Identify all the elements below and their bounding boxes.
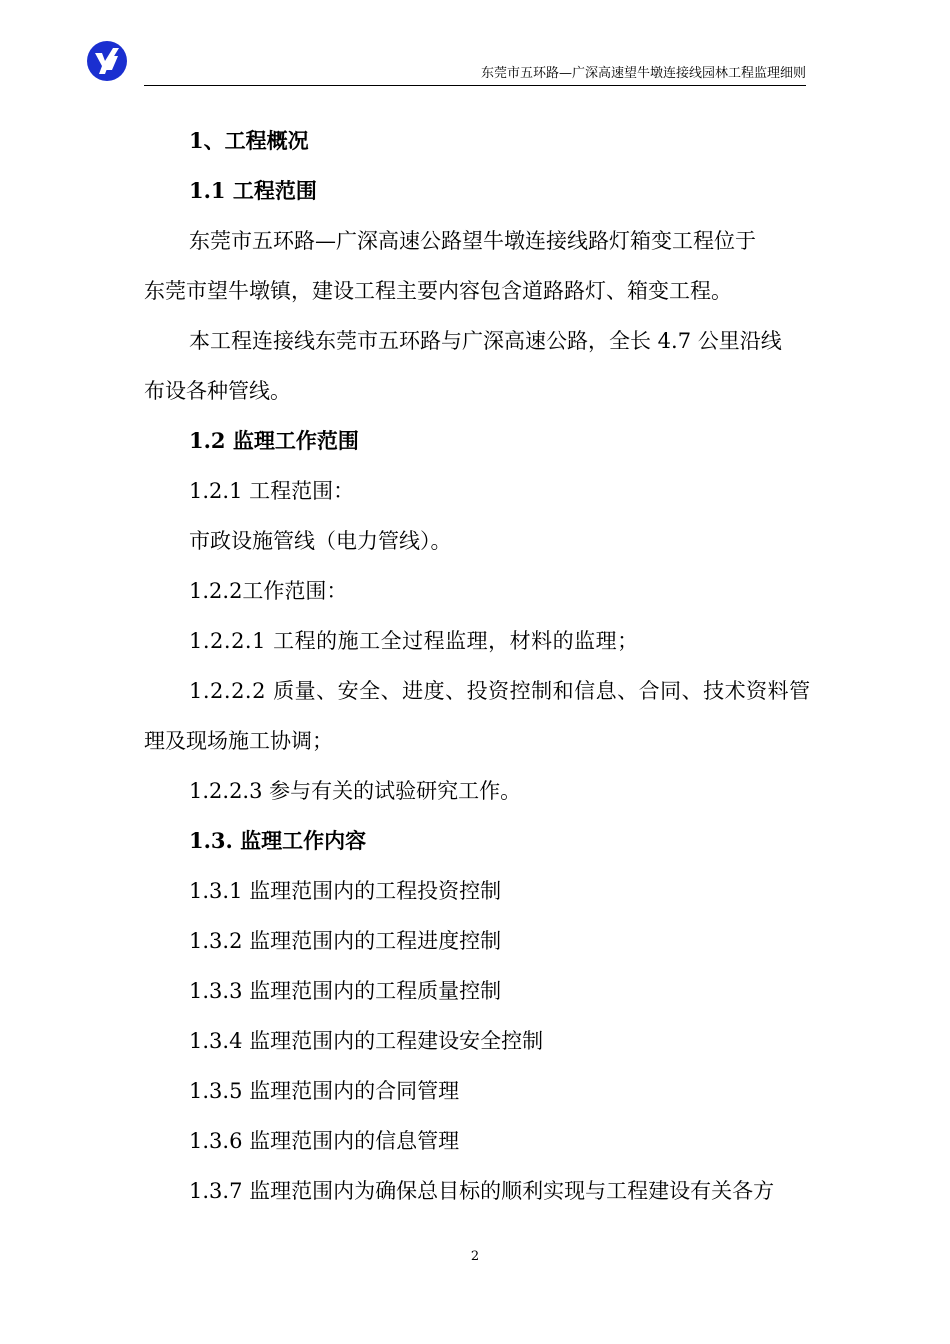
item-1-2-2-3: 1.2.2.3 参与有关的试验研究工作。 [189, 779, 522, 803]
item-1-3-6: 1.3.6 监理范围内的信息管理 [189, 1129, 460, 1153]
paragraph-scope-line-1: 东莞市五环路—广深高速公路望牛墩连接线路灯箱变工程位于 [189, 229, 756, 253]
item-1-3-7: 1.3.7 监理范围内为确保总目标的顺利实现与工程建设有关各方 [189, 1179, 775, 1203]
subsection-1-2-1: 1.2.1 工程范围： [189, 479, 355, 503]
document-header-title: 东莞市五环路—广深高速望牛墩连接线园林工程监理细则 [480, 66, 806, 81]
paragraph-length-line-1: 本工程连接线东莞市五环路与广深高速公路，全长 4.7 公里沿线 [189, 329, 782, 353]
item-1-2-2-2-line-2: 理及现场施工协调； [144, 729, 333, 753]
item-1-2-2-1: 1.2.2.1 工程的施工全过程监理，材料的监理； [189, 629, 639, 653]
item-1-2-2-2-line-1: 1.2.2.2 质量、安全、进度、投资控制和信息、合同、技术资料管 [189, 679, 811, 703]
document-body [144, 116, 811, 1216]
company-logo-icon [86, 40, 128, 82]
page-number: 2 [470, 1249, 480, 1264]
section-heading-1-2: 1.2 监理工作范围 [189, 428, 359, 453]
subsection-1-2-2: 1.2.2工作范围： [189, 579, 348, 603]
section-heading-1: 1、工程概况 [189, 128, 309, 153]
paragraph-scope-line-2: 东莞市望牛墩镇，建设工程主要内容包含道路路灯、箱变工程。 [144, 279, 732, 303]
subsection-1-2-1-text: 市政设施管线（电力管线）。 [189, 529, 452, 553]
paragraph-length-line-2: 布设各种管线。 [144, 379, 291, 403]
header-divider [144, 85, 806, 86]
item-1-3-5: 1.3.5 监理范围内的合同管理 [189, 1079, 460, 1103]
item-1-3-1: 1.3.1 监理范围内的工程投资控制 [189, 879, 502, 903]
item-1-3-4: 1.3.4 监理范围内的工程建设安全控制 [189, 1029, 544, 1053]
item-1-3-2: 1.3.2 监理范围内的工程进度控制 [189, 929, 502, 953]
section-heading-1-3: 1.3. 监理工作内容 [189, 828, 367, 853]
section-heading-1-1: 1.1 工程范围 [189, 178, 317, 203]
item-1-3-3: 1.3.3 监理范围内的工程质量控制 [189, 979, 502, 1003]
